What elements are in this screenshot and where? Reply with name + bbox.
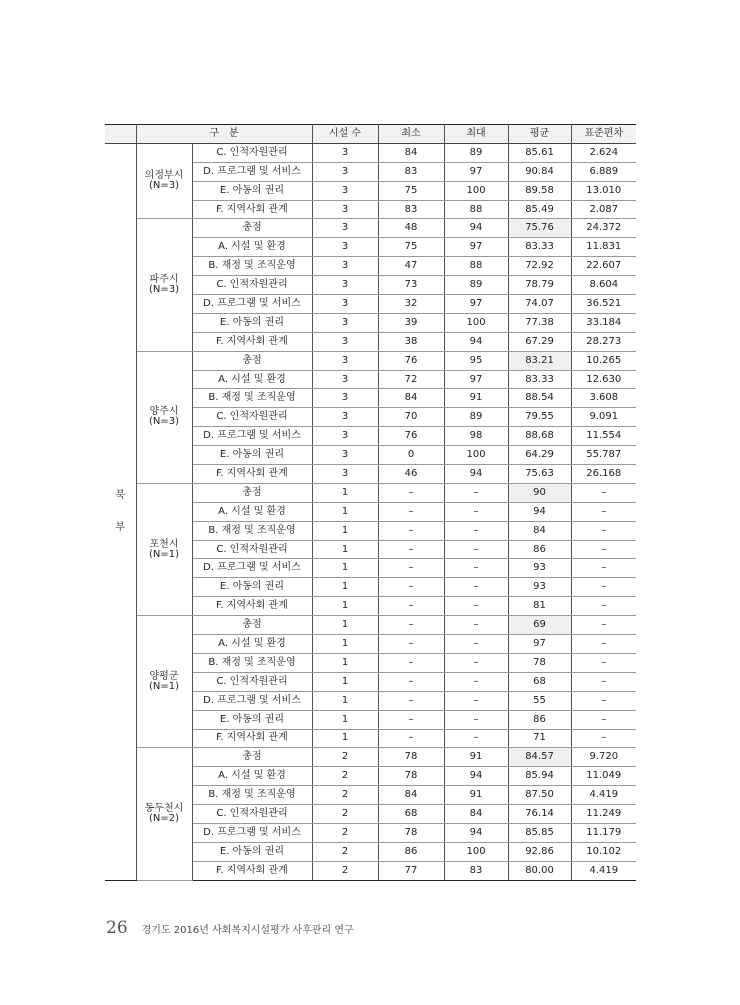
cell-sd: 11.831 [571,238,636,257]
cell-mean: 83.33 [508,370,571,389]
cell-sd: – [571,635,636,654]
cell-sd: 22.607 [571,257,636,276]
cell-mean: 84 [508,521,571,540]
cell-facilities: 1 [312,729,378,748]
city-name: 포천시 [149,538,179,550]
cell-mean: 85.49 [508,200,571,219]
header-sd: 표준편차 [571,125,636,144]
item-label: F. 지역사회 관계 [192,861,312,880]
cell-min: – [378,635,444,654]
cell-facilities: 1 [312,521,378,540]
cell-mean: 78.79 [508,276,571,295]
cell-facilities: 3 [312,313,378,332]
cell-max: 97 [444,295,508,314]
cell-sd: – [571,729,636,748]
cell-sd: 11.249 [571,805,636,824]
city-cell [136,351,192,483]
cell-sd: 11.049 [571,767,636,786]
cell-mean: 76.14 [508,805,571,824]
item-label: B. 재정 및 조직운영 [192,257,312,276]
item-label: D. 프로그램 및 서비스 [192,295,312,314]
cell-max: 94 [444,823,508,842]
city-count: (N=1) [148,548,180,560]
cell-sd: – [571,597,636,616]
cell-max: – [444,691,508,710]
cell-sd: – [571,710,636,729]
cell-max: 89 [444,408,508,427]
cell-max: 88 [444,200,508,219]
cell-min: 83 [378,162,444,181]
cell-sd: 10.265 [571,351,636,370]
city-count: (N=1) [148,680,180,692]
cell-mean: 84.57 [508,748,571,767]
cell-min: 75 [378,238,444,257]
cell-sd: 12.630 [571,370,636,389]
city-cell [136,748,192,880]
cell-sd: 3.608 [571,389,636,408]
item-label: 총점 [192,483,312,502]
cell-mean: 72.92 [508,257,571,276]
cell-max: 91 [444,389,508,408]
cell-min: 84 [378,389,444,408]
cell-min: 75 [378,181,444,200]
cell-mean: 67.29 [508,332,571,351]
cell-max: – [444,597,508,616]
cell-min: 73 [378,276,444,295]
cell-max: 98 [444,427,508,446]
cell-mean: 81 [508,597,571,616]
item-label: A. 시설 및 환경 [192,767,312,786]
cell-min: 48 [378,219,444,238]
cell-mean: 68 [508,672,571,691]
cell-sd: 13.010 [571,181,636,200]
cell-min: 68 [378,805,444,824]
cell-mean: 64.29 [508,446,571,465]
cell-min: – [378,653,444,672]
cell-mean: 93 [508,559,571,578]
cell-facilities: 1 [312,635,378,654]
cell-sd: – [571,483,636,502]
cell-min: 77 [378,861,444,880]
item-label: F. 지역사회 관계 [192,332,312,351]
cell-max: 94 [444,465,508,484]
item-label: C. 인적자원관리 [192,143,312,162]
city-name: 의정부시 [144,170,184,182]
item-label: E. 아동의 권리 [192,181,312,200]
cell-facilities: 2 [312,861,378,880]
city-cell [136,616,192,748]
cell-max: 91 [444,786,508,805]
cell-mean: 88.68 [508,427,571,446]
cell-min: 32 [378,295,444,314]
cell-mean: 87.50 [508,786,571,805]
table-row [105,748,636,767]
cell-sd: 4.419 [571,861,636,880]
cell-max: 100 [444,842,508,861]
cell-min: 78 [378,767,444,786]
cell-sd: – [571,672,636,691]
region-cell [105,143,136,880]
cell-mean: 92.86 [508,842,571,861]
cell-mean: 86 [508,540,571,559]
cell-sd: – [571,653,636,672]
city-count: (N=2) [148,813,180,824]
cell-min: – [378,578,444,597]
cell-facilities: 2 [312,842,378,861]
cell-sd: 26.168 [571,465,636,484]
cell-min: – [378,672,444,691]
cell-mean: 94 [508,502,571,521]
cell-mean: 83.33 [508,238,571,257]
item-label: C. 인적자원관리 [192,805,312,824]
cell-facilities: 1 [312,597,378,616]
cell-max: – [444,653,508,672]
cell-facilities: 3 [312,370,378,389]
cell-max: – [444,672,508,691]
cell-mean: 85.85 [508,823,571,842]
cell-min: – [378,729,444,748]
item-label: E. 아동의 권리 [192,842,312,861]
cell-sd: – [571,502,636,521]
page-number: 26 [106,918,128,938]
cell-max: – [444,502,508,521]
city-cell [136,483,192,615]
cell-max: 84 [444,805,508,824]
city-name: 파주시 [149,274,179,286]
item-label: A. 시설 및 환경 [192,635,312,654]
cell-facilities: 1 [312,710,378,729]
cell-facilities: 1 [312,540,378,559]
cell-facilities: 3 [312,408,378,427]
cell-sd: 24.372 [571,219,636,238]
cell-facilities: 1 [312,578,378,597]
cell-facilities: 3 [312,219,378,238]
item-label: E. 아동의 권리 [192,710,312,729]
cell-mean: 90.84 [508,162,571,181]
region-char: 부 [115,521,126,533]
cell-mean: 86 [508,710,571,729]
cell-mean: 69 [508,616,571,635]
cell-facilities: 3 [312,181,378,200]
cell-min: – [378,502,444,521]
item-label: 총점 [192,219,312,238]
city-count: (N=3) [148,416,180,428]
cell-facilities: 1 [312,672,378,691]
table-row [105,351,636,370]
cell-sd: 6.889 [571,162,636,181]
item-label: F. 지역사회 관계 [192,597,312,616]
cell-min: – [378,691,444,710]
cell-facilities: 3 [312,162,378,181]
cell-max: 91 [444,748,508,767]
cell-sd: – [571,578,636,597]
cell-facilities: 1 [312,691,378,710]
item-label: F. 지역사회 관계 [192,200,312,219]
city-name: 양평군 [149,670,179,682]
cell-min: – [378,521,444,540]
cell-max: 89 [444,276,508,295]
cell-max: 94 [444,332,508,351]
cell-mean: 90 [508,483,571,502]
cell-sd: 11.179 [571,823,636,842]
table-row [105,616,636,635]
cell-mean: 85.61 [508,143,571,162]
footer-title: 경기도 2016년 사회복지시설평가 사후관리 연구 [141,925,354,936]
cell-mean: 79.55 [508,408,571,427]
cell-sd: 8.604 [571,276,636,295]
cell-mean: 80.00 [508,861,571,880]
item-label: B. 재정 및 조직운영 [192,521,312,540]
cell-max: 100 [444,446,508,465]
cell-min: 72 [378,370,444,389]
cell-min: 86 [378,842,444,861]
page-footer [106,918,354,938]
cell-min: 78 [378,823,444,842]
cell-mean: 93 [508,578,571,597]
header-row [105,125,636,144]
header-group: 구 분 [136,125,312,144]
item-label: E. 아동의 권리 [192,313,312,332]
cell-facilities: 3 [312,446,378,465]
cell-sd: 55.787 [571,446,636,465]
item-label: 총점 [192,748,312,767]
cell-facilities: 3 [312,465,378,484]
cell-facilities: 1 [312,502,378,521]
cell-sd: 36.521 [571,295,636,314]
cell-facilities: 3 [312,257,378,276]
item-label: D. 프로그램 및 서비스 [192,559,312,578]
item-label: F. 지역사회 관계 [192,729,312,748]
cell-facilities: 1 [312,616,378,635]
cell-max: – [444,521,508,540]
cell-max: 89 [444,143,508,162]
cell-min: – [378,483,444,502]
cell-min: 38 [378,332,444,351]
cell-mean: 89.58 [508,181,571,200]
cell-facilities: 3 [312,389,378,408]
item-label: 총점 [192,616,312,635]
cell-mean: 97 [508,635,571,654]
item-label: D. 프로그램 및 서비스 [192,162,312,181]
cell-facilities: 2 [312,748,378,767]
cell-mean: 75.76 [508,219,571,238]
cell-max: 100 [444,181,508,200]
cell-min: – [378,597,444,616]
cell-mean: 55 [508,691,571,710]
item-label: A. 시설 및 환경 [192,502,312,521]
header-blank [105,125,136,144]
item-label: C. 인적자원관리 [192,540,312,559]
cell-max: 88 [444,257,508,276]
item-label: E. 아동의 권리 [192,446,312,465]
cell-facilities: 3 [312,351,378,370]
cell-min: 0 [378,446,444,465]
cell-max: – [444,540,508,559]
cell-mean: 88.54 [508,389,571,408]
item-label: C. 인적자원관리 [192,276,312,295]
cell-max: – [444,578,508,597]
cell-sd: – [571,540,636,559]
statistics-table [105,124,636,881]
item-label: A. 시설 및 환경 [192,370,312,389]
cell-min: – [378,559,444,578]
header-mean: 평균 [508,125,571,144]
header-facilities: 시설 수 [312,125,378,144]
table-row [105,483,636,502]
cell-facilities: 3 [312,143,378,162]
cell-sd: – [571,559,636,578]
cell-sd: 4.419 [571,786,636,805]
item-label: D. 프로그램 및 서비스 [192,427,312,446]
table-body [105,143,636,880]
cell-min: – [378,710,444,729]
cell-mean: 71 [508,729,571,748]
cell-max: – [444,635,508,654]
table-row [105,143,636,162]
cell-min: 78 [378,748,444,767]
cell-facilities: 2 [312,786,378,805]
city-cell [136,219,192,351]
cell-mean: 77.38 [508,313,571,332]
cell-max: 83 [444,861,508,880]
cell-sd: – [571,521,636,540]
cell-facilities: 2 [312,823,378,842]
city-name: 동두천시 [144,803,184,814]
cell-sd: – [571,691,636,710]
cell-facilities: 3 [312,427,378,446]
cell-max: 97 [444,238,508,257]
cell-min: 84 [378,786,444,805]
cell-facilities: 1 [312,559,378,578]
item-label: A. 시설 및 환경 [192,238,312,257]
cell-min: 47 [378,257,444,276]
cell-min: 84 [378,143,444,162]
cell-sd: 28.273 [571,332,636,351]
cell-max: – [444,710,508,729]
header-max: 최대 [444,125,508,144]
cell-facilities: 2 [312,767,378,786]
cell-facilities: 3 [312,200,378,219]
item-label: B. 재정 및 조직운영 [192,389,312,408]
cell-sd: 2.624 [571,143,636,162]
cell-facilities: 2 [312,805,378,824]
header-min: 최소 [378,125,444,144]
item-label: B. 재정 및 조직운영 [192,653,312,672]
item-label: B. 재정 및 조직운영 [192,786,312,805]
city-count: (N=3) [148,180,180,192]
cell-sd: – [571,616,636,635]
cell-min: 83 [378,200,444,219]
cell-facilities: 3 [312,295,378,314]
cell-mean: 74.07 [508,295,571,314]
cell-max: 94 [444,767,508,786]
item-label: D. 프로그램 및 서비스 [192,691,312,710]
cell-max: 94 [444,219,508,238]
cell-mean: 83.21 [508,351,571,370]
cell-max: – [444,559,508,578]
item-label: 총점 [192,351,312,370]
item-label: E. 아동의 권리 [192,578,312,597]
cell-facilities: 1 [312,483,378,502]
region-char: 북 [115,489,126,501]
cell-max: – [444,729,508,748]
cell-max: – [444,483,508,502]
cell-sd: 11.554 [571,427,636,446]
cell-min: – [378,616,444,635]
cell-mean: 78 [508,653,571,672]
cell-facilities: 3 [312,332,378,351]
item-label: F. 지역사회 관계 [192,465,312,484]
cell-sd: 2.087 [571,200,636,219]
item-label: C. 인적자원관리 [192,408,312,427]
cell-min: – [378,540,444,559]
item-label: D. 프로그램 및 서비스 [192,823,312,842]
cell-sd: 9.720 [571,748,636,767]
cell-min: 46 [378,465,444,484]
cell-facilities: 3 [312,238,378,257]
cell-mean: 75.63 [508,465,571,484]
city-cell [136,143,192,219]
cell-sd: 9.091 [571,408,636,427]
cell-max: 100 [444,313,508,332]
cell-sd: 10.102 [571,842,636,861]
cell-min: 76 [378,351,444,370]
cell-min: 76 [378,427,444,446]
cell-facilities: 1 [312,653,378,672]
city-name: 양주시 [149,406,179,418]
city-count: (N=3) [148,284,180,296]
cell-max: – [444,616,508,635]
table-row [105,219,636,238]
cell-mean: 85.94 [508,767,571,786]
cell-max: 97 [444,162,508,181]
cell-facilities: 3 [312,276,378,295]
cell-min: 39 [378,313,444,332]
item-label: C. 인적자원관리 [192,672,312,691]
cell-max: 95 [444,351,508,370]
cell-min: 70 [378,408,444,427]
cell-sd: 33.184 [571,313,636,332]
cell-max: 97 [444,370,508,389]
